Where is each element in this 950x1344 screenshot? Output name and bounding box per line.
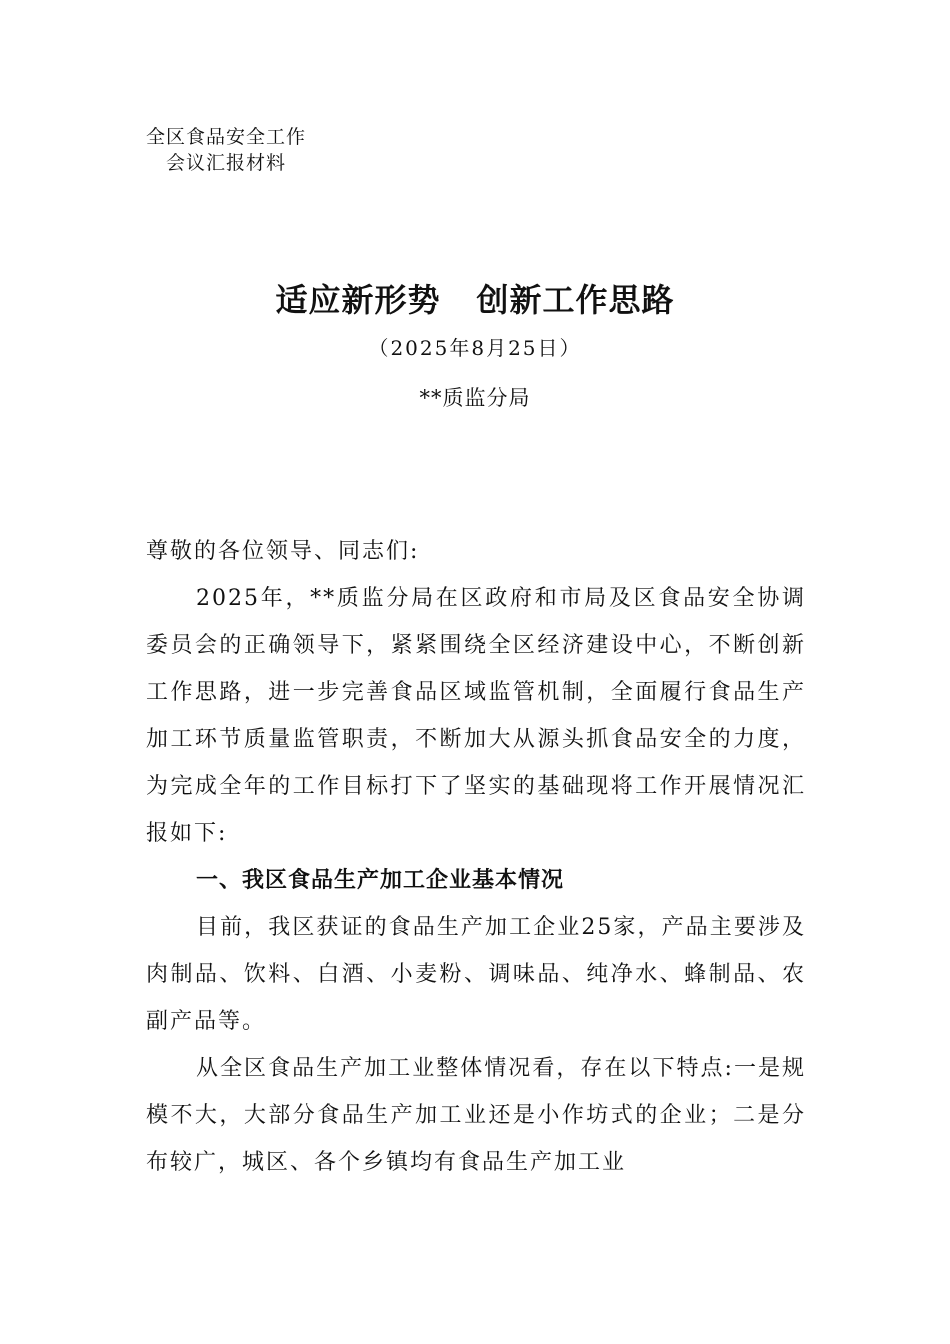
document-title — [0, 280, 950, 320]
title-part-1: 适应新形势 — [275, 281, 441, 319]
paragraph-1: 2025年，**质监分局在区政府和市局及区食品安全协调委员会的正确领导下，紧紧围绕全区经济建设中心，不断创新工作思路，进一步完善食品区域监管机制，全面履行食品生产加工环节质量监管职责，不断加大从源头抓食品安全的力度，为完成全年的工作目标打下了坚实的基础现将工作开展情况汇报如下: — [146, 586, 806, 846]
section-heading-1: 一、我区食品生产加工企业基本情况 — [196, 868, 565, 893]
salutation: 尊敬的各位领导、同志们: — [146, 539, 420, 564]
document-date: （2025年8月25日） — [368, 336, 582, 360]
header-note-line-1: 全区食品安全工作 — [146, 126, 307, 148]
document-body — [146, 528, 806, 1186]
title-part-2: 创新工作思路 — [476, 281, 675, 319]
header-note-line-2: 会议汇报材料 — [166, 152, 287, 174]
paragraph-3: 从全区食品生产加工业整体情况看，存在以下特点:一是规模不大，大部分食品生产加工业还是小作坊式的企业；二是分布较广，城区、各个乡镇均有食品生产加工业 — [146, 1056, 806, 1175]
document-organization: **质监分局 — [419, 386, 531, 410]
document-header-note — [146, 124, 306, 176]
paragraph-2: 目前，我区获证的食品生产加工企业25家，产品主要涉及肉制品、饮料、白酒、小麦粉、调味品、纯净水、蜂制品、农副产品等。 — [146, 915, 806, 1034]
